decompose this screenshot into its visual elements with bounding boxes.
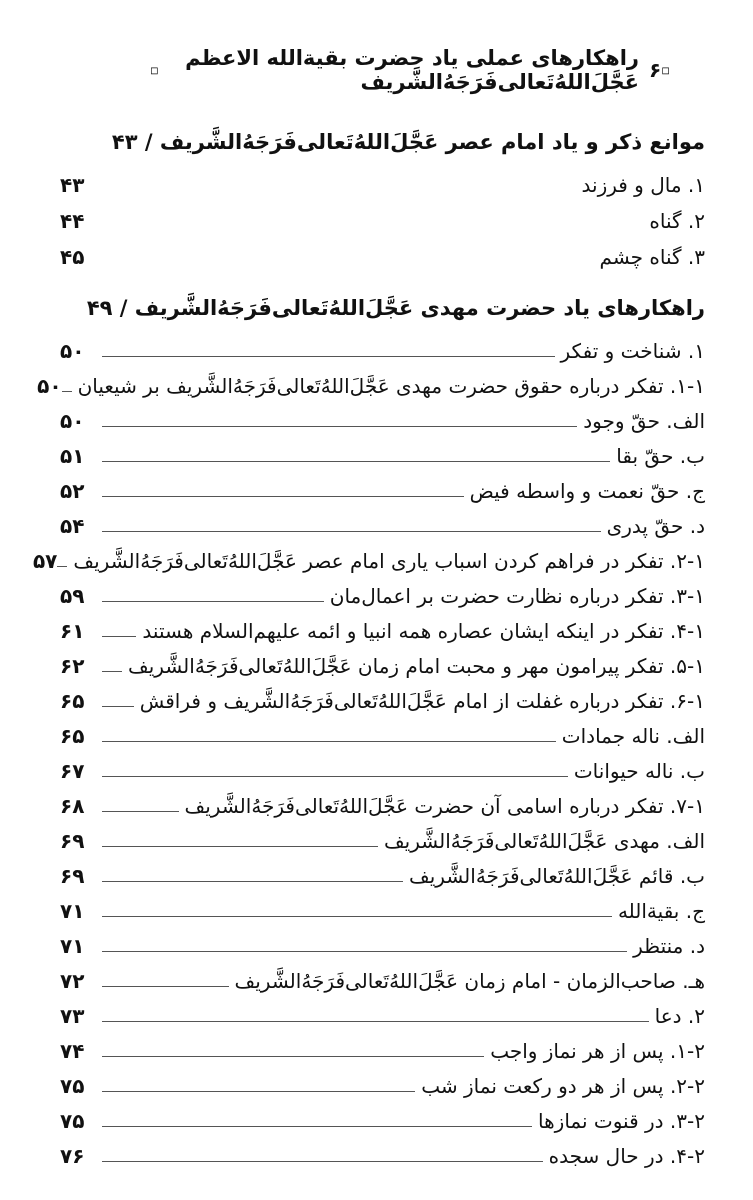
toc-leader [102, 881, 403, 882]
toc-entry-page: ۷۲ [60, 969, 85, 993]
toc-entry-page: ۶۹ [60, 829, 85, 853]
toc-entry[interactable] [60, 470, 705, 504]
toc-entry[interactable] [60, 855, 705, 889]
toc-leader [102, 426, 577, 427]
toc-entry[interactable] [60, 200, 705, 234]
toc-entry-title: ۲. دعا [654, 1004, 705, 1028]
toc-entry-title: الف. ناله جمادات [561, 724, 705, 748]
toc-entry-title: ۵-۱. تفکر پیرامون مهر و محبت امام زمان عَجَّلَ‌اللهُ‌تَعالی‌فَرَجَهُ‌الشَّریف [128, 654, 705, 678]
toc-leader [57, 566, 67, 567]
toc-entry[interactable] [32, 540, 705, 574]
toc-entry[interactable] [60, 680, 705, 714]
toc-leader [102, 741, 556, 742]
toc-leader [102, 951, 627, 952]
toc-entry-title: ج. بقیة‌الله [617, 899, 705, 923]
toc-entry-page: ۶۵ [60, 689, 85, 713]
toc-entry-page: ۴۳ [60, 173, 85, 197]
toc-entry-title: ۴-۲. در حال سجده [548, 1144, 705, 1168]
toc-entry[interactable] [60, 890, 705, 924]
toc-leader [102, 986, 229, 987]
toc-leader [102, 461, 610, 462]
toc-leader [102, 356, 555, 357]
toc-entry-title: ب. ناله حیوانات [573, 759, 705, 783]
ornament-right: ◽ [661, 63, 670, 77]
running-title: راهکارهای عملی یاد حضرت بقیة‌الله الاعظم عَجَّلَ‌اللهُ‌تَعالی‌فَرَجَهُ‌الشَّریف [185, 46, 639, 94]
toc-entry-page: ۶۲ [60, 654, 85, 678]
running-header [150, 46, 670, 94]
toc-entry-title: ۱-۲. پس از هر نماز واجب [490, 1039, 705, 1063]
toc-entry-page: ۵۰ [60, 409, 85, 433]
toc-leader [102, 1091, 415, 1092]
toc-entry-title: د. حقّ پدری [606, 514, 705, 538]
toc-entry-page: ۶۷ [60, 759, 85, 783]
toc-leader [62, 391, 72, 392]
toc-entry[interactable] [60, 715, 705, 749]
toc-leader [102, 496, 464, 497]
toc-entry-title: ب. حقّ بقا [616, 444, 705, 468]
toc-entry-page: ۶۵ [60, 724, 85, 748]
toc-entry-title: ۴-۱. تفکر در اینکه ایشان عصاره همه انبیا و ائمه علیهم‌السلام هستند [142, 619, 705, 643]
toc-entry-page: ۷۱ [60, 934, 85, 958]
toc-entry-title: ۲-۲. پس از هر دو رکعت نماز شب [421, 1074, 705, 1098]
toc-entry-page: ۵۴ [60, 514, 85, 538]
toc-entry-title: ۷-۱. تفکر درباره اسامی آن حضرت عَجَّلَ‌اللهُ‌تَعالی‌فَرَجَهُ‌الشَّریف [184, 794, 705, 818]
toc-entry[interactable] [60, 400, 705, 434]
toc-entry[interactable] [60, 330, 705, 364]
toc-entry[interactable] [60, 925, 705, 959]
toc-entry-title: ۱. شناخت و تفکر [560, 339, 705, 363]
toc-entry-page: ۶۸ [60, 794, 85, 818]
toc-entry-page: ۷۶ [60, 1144, 85, 1168]
toc-entry-title: الف. حقّ وجود [583, 409, 705, 433]
toc-entry[interactable] [60, 236, 705, 270]
page-number: ۶ [648, 58, 662, 82]
toc-entry-page: ۴۵ [60, 245, 85, 269]
toc-entry[interactable] [60, 820, 705, 854]
toc-entry[interactable] [60, 785, 705, 819]
toc-entry-title: د. منتظر [633, 934, 705, 958]
toc-leader [102, 706, 134, 707]
toc-entry-page: ۷۵ [60, 1074, 85, 1098]
toc-entry-title: هـ. صاحب‌الزمان - امام زمان عَجَّلَ‌اللهُ‌تَعالی‌فَرَجَهُ‌الشَّریف [234, 969, 705, 993]
toc-entry-page: ۴۴ [60, 209, 85, 233]
toc-leader [102, 846, 378, 847]
section-heading: موانع ذکر و یاد امام عصر عَجَّلَ‌اللهُ‌تَعالی‌فَرَجَهُ‌الشَّریف / ۴۳ [111, 130, 705, 154]
toc-entry-page: ۷۵ [60, 1109, 85, 1133]
toc-leader [102, 1161, 543, 1162]
toc-leader [102, 1056, 484, 1057]
toc-entry-title: الف. مهدی عَجَّلَ‌اللهُ‌تَعالی‌فَرَجَهُ‌الشَّریف [383, 829, 705, 853]
toc-entry[interactable] [60, 1100, 705, 1134]
toc-entry-title: ۲. گناه [649, 209, 705, 233]
toc-entry[interactable] [60, 1065, 705, 1099]
toc-entry-title: ۳-۲. در قنوت نمازها [538, 1109, 705, 1133]
toc-entry[interactable] [60, 505, 705, 539]
toc-leader [102, 671, 122, 672]
toc-entry-page: ۵۷ [32, 549, 58, 573]
toc-entry[interactable] [60, 1135, 705, 1169]
toc-entry[interactable] [37, 365, 705, 399]
toc-entry-page: ۵۲ [60, 479, 85, 503]
toc-entry-page: ۵۰ [60, 339, 85, 363]
toc-entry[interactable] [60, 164, 705, 198]
ornament-left: ◽ [150, 63, 159, 77]
toc-entry[interactable] [60, 575, 705, 609]
toc-leader [102, 636, 136, 637]
toc-leader [102, 776, 568, 777]
toc-entry-title: ب. قائم عَجَّلَ‌اللهُ‌تَعالی‌فَرَجَهُ‌الشَّریف [409, 864, 705, 888]
toc-entry-title: ج. حقّ نعمت و واسطه فیض [469, 479, 705, 503]
toc-entry-page: ۵۱ [60, 444, 85, 468]
toc-entry[interactable] [60, 960, 705, 994]
toc-entry-title: ۶-۱. تفکر درباره غفلت از امام عَجَّلَ‌اللهُ‌تَعالی‌فَرَجَهُ‌الشَّریف و فراقش [139, 689, 705, 713]
toc-entry-page: ۷۳ [60, 1004, 85, 1028]
toc-entry-page: ۵۹ [60, 584, 85, 608]
toc-entry[interactable] [60, 435, 705, 469]
toc-leader [102, 601, 324, 602]
toc-entry-title: ۳-۱. تفکر درباره نظارت حضرت بر اعمال‌مان [329, 584, 705, 608]
toc-entry-title: ۱. مال و فرزند [581, 173, 705, 197]
toc-leader [102, 1126, 532, 1127]
toc-entry[interactable] [60, 995, 705, 1029]
toc-entry[interactable] [60, 750, 705, 784]
toc-leader [102, 1021, 649, 1022]
toc-entry[interactable] [60, 610, 705, 644]
section-heading: راهکارهای یاد حضرت مهدی عَجَّلَ‌اللهُ‌تَعالی‌فَرَجَهُ‌الشَّریف / ۴۹ [86, 296, 705, 320]
toc-leader [102, 811, 179, 812]
toc-entry-title: ۱-۱. تفکر درباره حقوق حضرت مهدی عَجَّلَ‌اللهُ‌تَعالی‌فَرَجَهُ‌الشَّریف بر شیعیان [77, 374, 705, 398]
toc-entry-title: ۲-۱. تفکر در فراهم کردن اسباب یاری امام عصر عَجَّلَ‌اللهُ‌تَعالی‌فَرَجَهُ‌الشَّریف [73, 549, 705, 573]
toc-entry-title: ۳. گناه چشم [599, 245, 705, 269]
toc-entry-page: ۶۱ [60, 619, 85, 643]
toc-entry[interactable] [60, 645, 705, 679]
toc-leader [102, 531, 601, 532]
toc-entry[interactable] [60, 1030, 705, 1064]
toc-entry-page: ۷۴ [60, 1039, 85, 1063]
toc-entry-page: ۷۱ [60, 899, 85, 923]
toc-leader [102, 916, 612, 917]
toc-entry-page: ۶۹ [60, 864, 85, 888]
toc-entry-page: ۵۰ [37, 374, 62, 398]
